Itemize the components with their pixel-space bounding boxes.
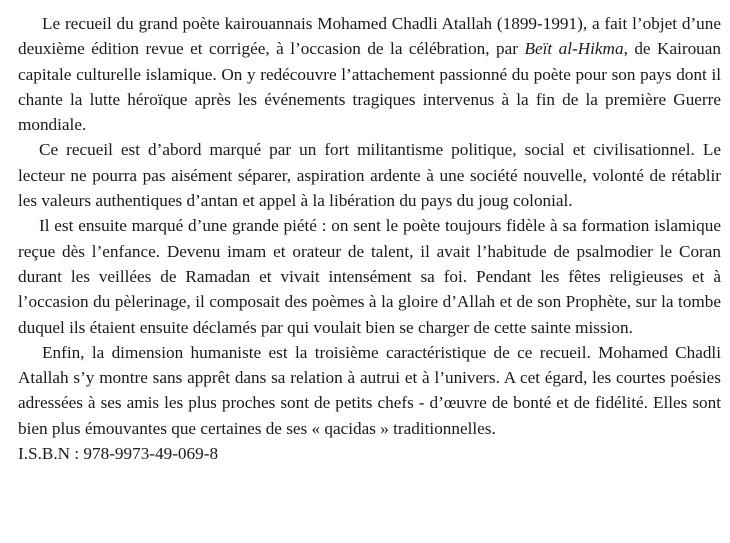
paragraph-3: Il est ensuite marqué d’une grande piété : on sent le poète toujours fidèle à sa formation islamique reçue dès l’enfance. Devenu imam et orateur de talent, il avait l’habitude de psalmodier le Coran durant les veillées de Ramadan et vivait intensément sa foi. Pendant les fêtes religieuses et à l’occasion du pèlerinage, il composait des poèmes à la gloire d’Allah et de son Prophète, sur la tombe duquel ils étaient ensuite déclamés par qui voulait bien se charger de cette sainte mission. bbox=[18, 216, 721, 337]
paragraph-4: Enfin, la dimension humaniste est la troisième caractéristique de ce recueil. Mohamed Chadli Atallah s’y montre sans apprêt dans sa relation à autrui et à l’univers. A cet égard, les courtes poésies adressées à ses amis les plus proches sont de petits chefs - d’œuvre de bonté et de fidélité. Elles sont bien plus émouvantes que certaines de ses « qacidas » traditionnelles. bbox=[18, 342, 721, 438]
book-description bbox=[18, 11, 721, 466]
paragraph-1-text-end: , de Kairouan capitale culturelle islamique. On y redécouvre l’attachement passionné du poète pour son pays dont il chante la lutte héroïque après les événements tragiques intervenus à la fin de la première Guerre mondiale. bbox=[18, 39, 721, 135]
paragraph-2: Ce recueil est d’abord marqué par un fort militantisme politique, social et civilisationnel. Le lecteur ne pourra pas aisément séparer, aspiration ardente à une société nouvelle, volonté de rétablir les valeurs authentiques d’antan et appel à la libération du pays du joug colonial. bbox=[18, 140, 721, 211]
isbn-line: I.S.B.N : 978-9973-49-069-8 bbox=[18, 444, 219, 464]
paragraph-1-text-start: Le recueil du grand poète kairouannais Mohamed Chadli Atallah (1899-1991), a fait l’objet d’une deuxième édition revue et corrigée, à l’occasion de la célébration, par bbox=[18, 14, 721, 59]
paragraph-1 bbox=[18, 11, 721, 137]
institution-name: Beït al-Hikma bbox=[524, 39, 624, 59]
